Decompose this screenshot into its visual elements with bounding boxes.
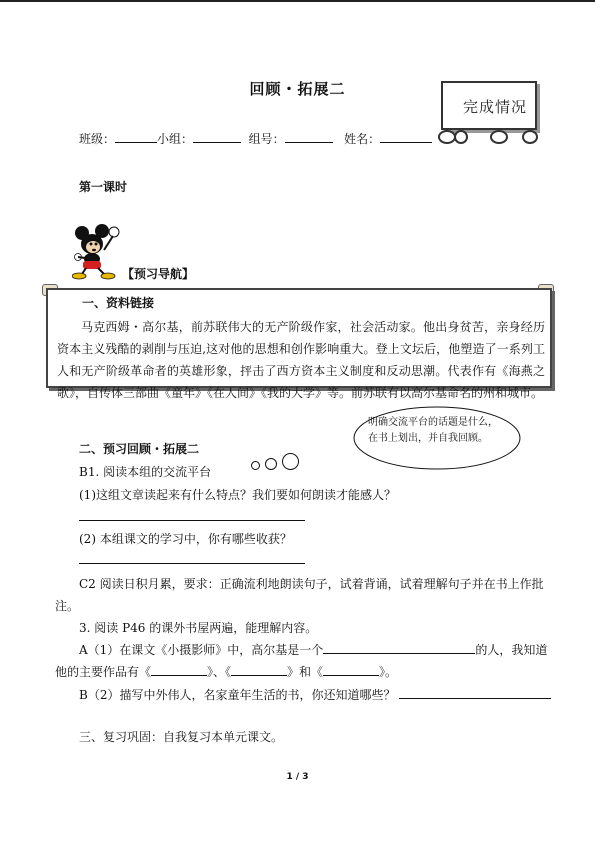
question-1: (1)这组文章读起来有什么特点？我们要如何朗读才能感人？ xyxy=(79,488,397,502)
section3-text: 三、复习巩固：自我复习本单元课文。 xyxy=(79,730,284,744)
a1-l2-text: 》、《 xyxy=(207,665,232,679)
class-label: 班级： xyxy=(79,132,116,146)
bubble-dot xyxy=(265,458,277,470)
top-rule xyxy=(0,0,595,2)
page-title: 回顾・拓展二 xyxy=(249,80,346,98)
group-no-label: 组号： xyxy=(248,132,285,146)
item-3: 3. 阅读 P46 的课外书屋两遍，能理解内容。 xyxy=(79,621,318,635)
stamp-ring xyxy=(522,130,538,144)
page-number: 1 / 3 xyxy=(286,772,309,782)
b2-line xyxy=(79,686,551,703)
resource-scroll-box xyxy=(42,284,554,400)
a1-prefix: A（1）在课文《小摄影师》中，高尔基是一个 xyxy=(79,643,324,657)
group-field[interactable] xyxy=(193,130,241,143)
bubble-dot xyxy=(251,461,260,470)
stamp-frame xyxy=(441,81,537,130)
completion-stamp xyxy=(438,78,538,144)
resources-heading: 一、资料链接 xyxy=(82,296,155,310)
a1-blank-trait[interactable] xyxy=(323,641,475,654)
bubble-dot xyxy=(282,453,299,470)
a1-l2-text: 》。 xyxy=(379,665,398,679)
stamp-ring xyxy=(454,130,468,144)
section2-heading: 二、预习回顾・拓展二 xyxy=(79,442,200,456)
group-no-field[interactable] xyxy=(285,130,333,143)
work-blank-1[interactable] xyxy=(151,663,207,676)
name-field[interactable] xyxy=(380,130,432,143)
c2-line-2: 注。 xyxy=(55,599,80,613)
stamp-label: 完成情况 xyxy=(463,98,528,116)
preview-nav-label: 【预习导航】 xyxy=(122,267,195,281)
b2-text: B（2）描写中外伟人，名家童年生活的书，你还知道哪些？ xyxy=(79,688,396,702)
a1-line-1 xyxy=(79,641,547,658)
thought-bubble xyxy=(352,405,522,471)
answer-line-2[interactable] xyxy=(79,563,305,564)
answer-line-1[interactable] xyxy=(79,520,305,521)
class-field[interactable] xyxy=(115,130,157,143)
lesson-label: 第一课时 xyxy=(79,180,128,194)
a1-l2-text: 》和《 xyxy=(287,665,324,679)
b1-text: B1. 阅读本组的交流平台 xyxy=(79,465,212,479)
group-label: 小组： xyxy=(157,132,194,146)
bubble-text: 明确交流平台的话题是什么，在书上划出，并自我回顾。 xyxy=(368,417,498,444)
resources-body: 马克西姆・高尔基，前苏联伟大的无产阶级作家，社会活动家。他出身贫苦，亲身经历资本主义残酷的剥削与压迫,这对他的思想和创作影响重大。登上文坛后，他塑造了一系列工人和无产阶级革命者的英雄形象，抨击了西方资本主义制度和反动思潮。代表作有《海燕之歌》，自传体三部曲《童年》《在人间》《我的大学》等。前苏联有以高尔基命名的州和城市。 xyxy=(57,320,545,400)
student-info-row xyxy=(79,130,432,147)
scroll-body xyxy=(46,288,552,400)
a1-l2-text: 他的主要作品有《 xyxy=(55,665,152,679)
name-label: 姓名： xyxy=(344,132,381,146)
work-blank-2[interactable] xyxy=(231,663,287,676)
work-blank-3[interactable] xyxy=(323,663,379,676)
stamp-ring xyxy=(490,130,508,144)
mickey-mouse-image xyxy=(72,224,124,282)
c2-line-1: C2 阅读日积月累，要求：正确流利地朗读句子，试着背诵，试着理解句子并在书上作批 xyxy=(79,577,544,591)
a1-suffix: 的人，我知道 xyxy=(475,643,548,657)
a1-line-2 xyxy=(55,663,397,680)
b2-blank[interactable] xyxy=(399,686,551,699)
question-2: (2) 本组课文的学习中，你有哪些收获？ xyxy=(79,532,292,546)
